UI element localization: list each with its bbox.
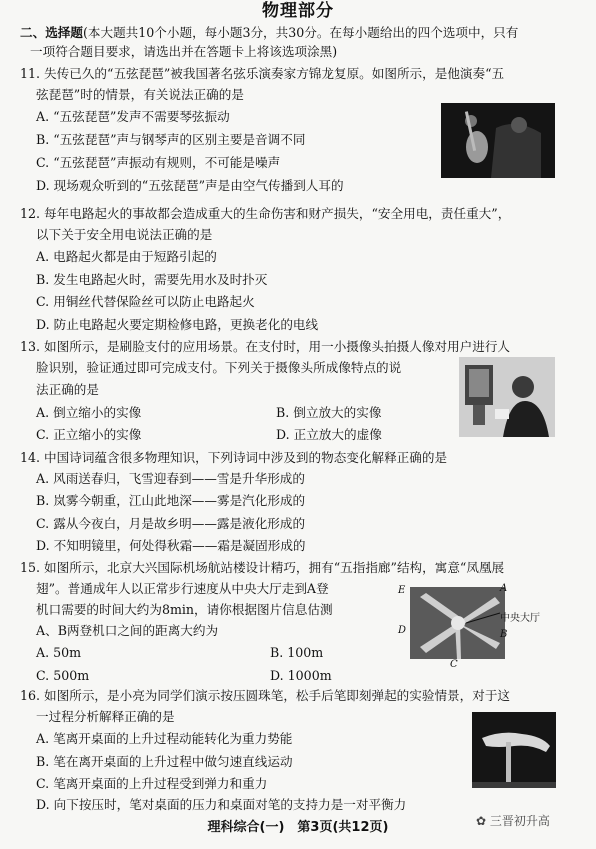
figure-label-a: A xyxy=(500,583,508,594)
figure-label-d: D xyxy=(398,625,407,636)
q16-option-c: C. 笔离开桌面的上升过程受到弹力和重力 xyxy=(36,776,268,791)
q16-option-b: B. 笔在离开桌面的上升过程中做匀速直线运动 xyxy=(36,754,293,769)
page-title: 物理部分 xyxy=(262,1,334,21)
figure-label-e: E xyxy=(398,585,406,596)
q12-stem-2: 以下关于安全用电说法正确的是 xyxy=(36,227,213,242)
watermark xyxy=(476,812,550,829)
q14-option-b: B. 岚雾今朝重，江山此地深——雾是汽化形成的 xyxy=(36,493,306,508)
q11-option-c: C. “五弦琵琶”声振动有规则，不可能是噪声 xyxy=(36,155,281,170)
q15-stem-3: 机口需要的时间大约为8min，请你根据图片信息估测 xyxy=(36,602,333,617)
q12-option-d: D. 防止电路起火要定期检修电路，更换老化的电线 xyxy=(36,317,319,332)
q12-option-b: B. 发生电路起火时，需要先用水及时扑灭 xyxy=(36,272,268,287)
q14-option-d: D. 不知明镜里，何处得秋霜——霜是凝固形成的 xyxy=(36,538,306,553)
figure-label-c: C xyxy=(450,659,458,670)
q15-option-a: A. 50m xyxy=(36,645,82,660)
face-payment-photo xyxy=(459,357,555,437)
q12-option-a: A. 电路起火都是由于短路引起的 xyxy=(36,249,217,264)
q13-option-c: C. 正立缩小的实像 xyxy=(36,427,142,442)
q16-option-d: D. 向下按压时，笔对桌面的压力和桌面对笔的支持力是一对平衡力 xyxy=(36,797,407,812)
q13-option-a: A. 倒立缩小的实像 xyxy=(36,405,142,420)
q16-stem-1: 16. 如图所示，是小亮为同学们演示按压圆珠笔，松手后笔即刻弹起的实验情景，对于这 xyxy=(20,688,511,703)
q13-stem-1: 13. 如图所示，是刷脸支付的应用场景。在支付时，用一小摄像头拍摄人像对用户进行人 xyxy=(20,339,511,354)
q11-option-d: D. 现场观众听到的“五弦琵琶”声是由空气传播到人耳的 xyxy=(36,178,344,193)
watermark-text: 三晋初升高 xyxy=(489,814,550,828)
q13-stem-3: 法正确的是 xyxy=(36,382,99,397)
q11-stem-2: 弦琵琶”时的情景，有关说法正确的是 xyxy=(36,87,244,102)
section-desc-1: (本大题共10个小题，每小题3分，共30分。在每小题给出的四个选项中，只有 xyxy=(82,25,519,40)
q15-stem-1: 15. 如图所示，北京大兴国际机场航站楼设计精巧，拥有“五指指廊”结构，寓意“凤凰展 xyxy=(20,560,505,575)
q15-stem-2: 翅”。普通成年人以正常步行速度从中央大厅走到A登 xyxy=(36,581,329,596)
q14-stem-1: 14. 中国诗词蕴含很多物理知识，下列诗词中涉及到的物态变化解释正确的是 xyxy=(20,450,448,465)
q15-option-b: B. 100m xyxy=(270,645,324,660)
q11-option-b: B. “五弦琵琶”声与钢琴声的区别主要是音调不同 xyxy=(36,132,306,147)
page-footer: 理科综合(一) 第3页(共12页) xyxy=(207,820,389,835)
q13-option-b: B. 倒立放大的实像 xyxy=(276,405,382,420)
q15-option-c: C. 500m xyxy=(36,668,90,683)
q11-stem-1: 11. 失传已久的“五弦琵琶”被我国著名弦乐演奏家方锦龙复原。如图所示，是他演奏“五 xyxy=(20,66,505,81)
pipa-performer-photo xyxy=(441,103,555,178)
q13-option-d: D. 正立放大的虚像 xyxy=(276,427,382,442)
q12-option-c: C. 用铜丝代替保险丝可以防止电路起火 xyxy=(36,294,255,309)
q13-stem-2: 脸识别，验证通过即可完成支付。下列关于摄像头所成像特点的说 xyxy=(36,360,402,375)
section-desc-2: 一项符合题目要求，请选出并在答题卡上将该选项涂黑) xyxy=(30,44,338,59)
wechat-icon: ✿ xyxy=(476,814,490,828)
airport-terminal-figure xyxy=(400,585,570,675)
q12-stem-1: 12. 每年电路起火的事故都会造成重大的生命伤害和财产损失，“安全用电，责任重大”， xyxy=(20,206,511,221)
q16-stem-2: 一过程分析解释正确的是 xyxy=(36,709,175,724)
q14-option-a: A. 风雨送春归，飞雪迎春到——雪是升华形成的 xyxy=(36,471,305,486)
pen-press-photo xyxy=(472,712,556,788)
q16-option-a: A. 笔离开桌面的上升过程动能转化为重力势能 xyxy=(36,731,293,746)
section-header xyxy=(20,24,518,42)
q15-stem-4: A、B两登机口之间的距离大约为 xyxy=(36,623,219,638)
q11-option-a: A. “五弦琵琶”发声不需要琴弦振动 xyxy=(36,109,230,124)
section-heading: 二、选择题 xyxy=(20,25,83,40)
figure-label-hall: 中央大厅 xyxy=(500,613,540,624)
q15-option-d: D. 1000m xyxy=(270,668,332,683)
figure-label-b: B xyxy=(500,629,508,640)
q14-option-c: C. 露从今夜白，月是故乡明——露是液化形成的 xyxy=(36,516,306,531)
